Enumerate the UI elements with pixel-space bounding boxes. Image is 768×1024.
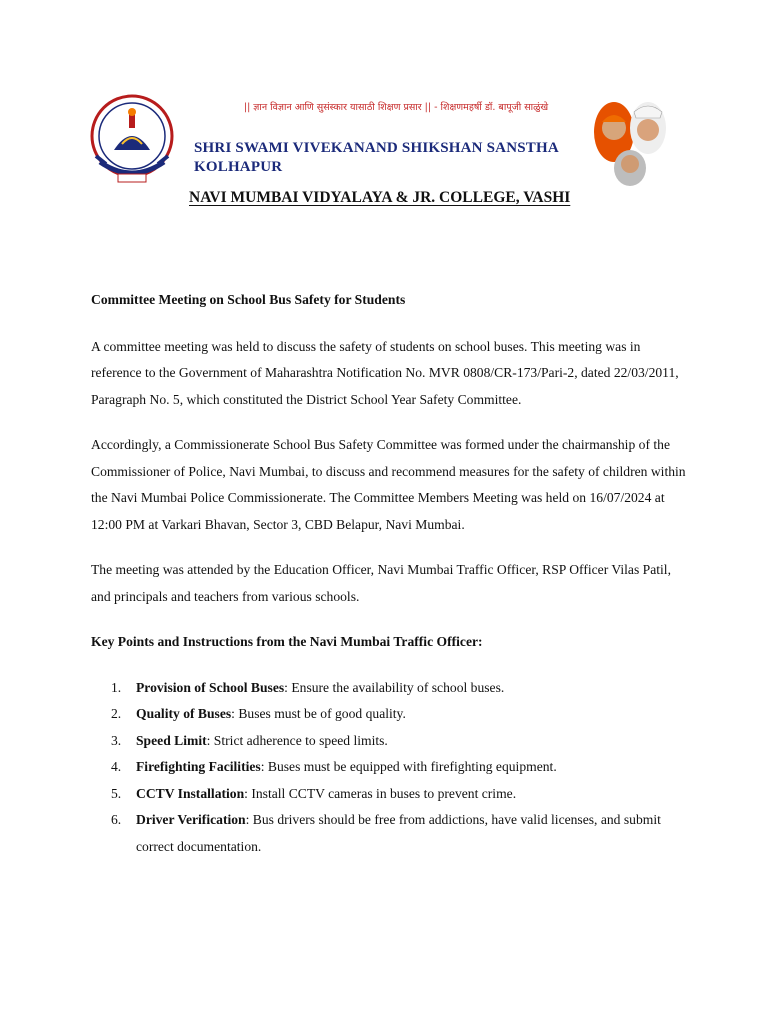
document-body: [91, 287, 687, 860]
paragraph-3: The meeting was attended by the Education Officer, Navi Mumbai Traffic Officer, RSP Officer Vilas Patil, and principals and teachers from various schools.: [91, 562, 671, 604]
founders-portraits-image: [586, 94, 678, 190]
point-label: Quality of Buses: [136, 706, 232, 721]
point-text: : Buses must be of good quality.: [231, 706, 406, 721]
point-text: : Buses must be equipped with firefighting equipment.: [260, 759, 557, 774]
list-item: [91, 728, 687, 755]
point-label: Speed Limit: [136, 732, 207, 748]
list-item: [91, 701, 687, 728]
list-number: 1.: [111, 679, 122, 695]
point-text: : Strict adherence to speed limits.: [206, 732, 388, 748]
paragraph-2: Accordingly, a Commissionerate School Bus Safety Committee was formed under the chairmanship of the Commissioner of Police, Navi Mumbai, to discuss and recommend measures for the safety of children within the Navi Mumbai Police Commissionerate. The Committee Members Meeting was held on 16/07/2024 at 12:00 PM at Varkari Bhavan, Sector 3, CBD Belapur, Navi Mumbai.: [91, 437, 686, 532]
organization-name: SHRI SWAMI VIVEKANAND SHIKSHAN SANSTHA: [194, 140, 559, 156]
school-name: NAVI MUMBAI VIDYALAYA & JR. COLLEGE, VASHI: [189, 189, 571, 206]
point-label: Provision of School Buses: [136, 679, 285, 695]
list-number: 4.: [111, 759, 122, 774]
letterhead: [88, 92, 678, 214]
key-points-list: [91, 675, 687, 861]
list-item: [91, 675, 687, 702]
list-number: 6.: [111, 812, 122, 827]
document-title: Committee Meeting on School Bus Safety for Students: [91, 292, 406, 307]
list-number: 3.: [111, 732, 122, 748]
list-item: [91, 754, 687, 781]
point-label: CCTV Installation: [136, 785, 245, 801]
key-points-heading: Key Points and Instructions from the Navi Mumbai Traffic Officer:: [91, 634, 483, 649]
organization-city: KOLHAPUR: [194, 159, 283, 175]
list-item: [91, 781, 687, 808]
list-item: [91, 807, 687, 860]
letterhead-motto: || ज्ञान विज्ञान आणि सुसंस्कार यासाठी शिक्षण प्रसार || - शिक्षणमहर्षी डॉ. बापूजी साळुंखे: [243, 102, 549, 113]
list-number: 2.: [111, 706, 122, 721]
point-text: : Bus drivers should be free from addictions, have valid licenses, and submit correct documentation.: [136, 812, 661, 854]
school-emblem-logo: [88, 92, 176, 192]
paragraph-1: A committee meeting was held to discuss the safety of students on school buses. This meeting was in reference to the Government of Maharashtra Notification No. MVR 0808/CR-173/Pari-2, dated 22/03/2011, Paragraph No. 5, which constituted the District School Year Safety Committee.: [91, 338, 679, 407]
point-text: : Install CCTV cameras in buses to prevent crime.: [244, 785, 517, 801]
list-number: 5.: [111, 785, 122, 801]
point-text: : Ensure the availability of school buses.: [284, 679, 505, 695]
point-label: Driver Verification: [136, 812, 246, 827]
point-label: Firefighting Facilities: [136, 759, 261, 774]
